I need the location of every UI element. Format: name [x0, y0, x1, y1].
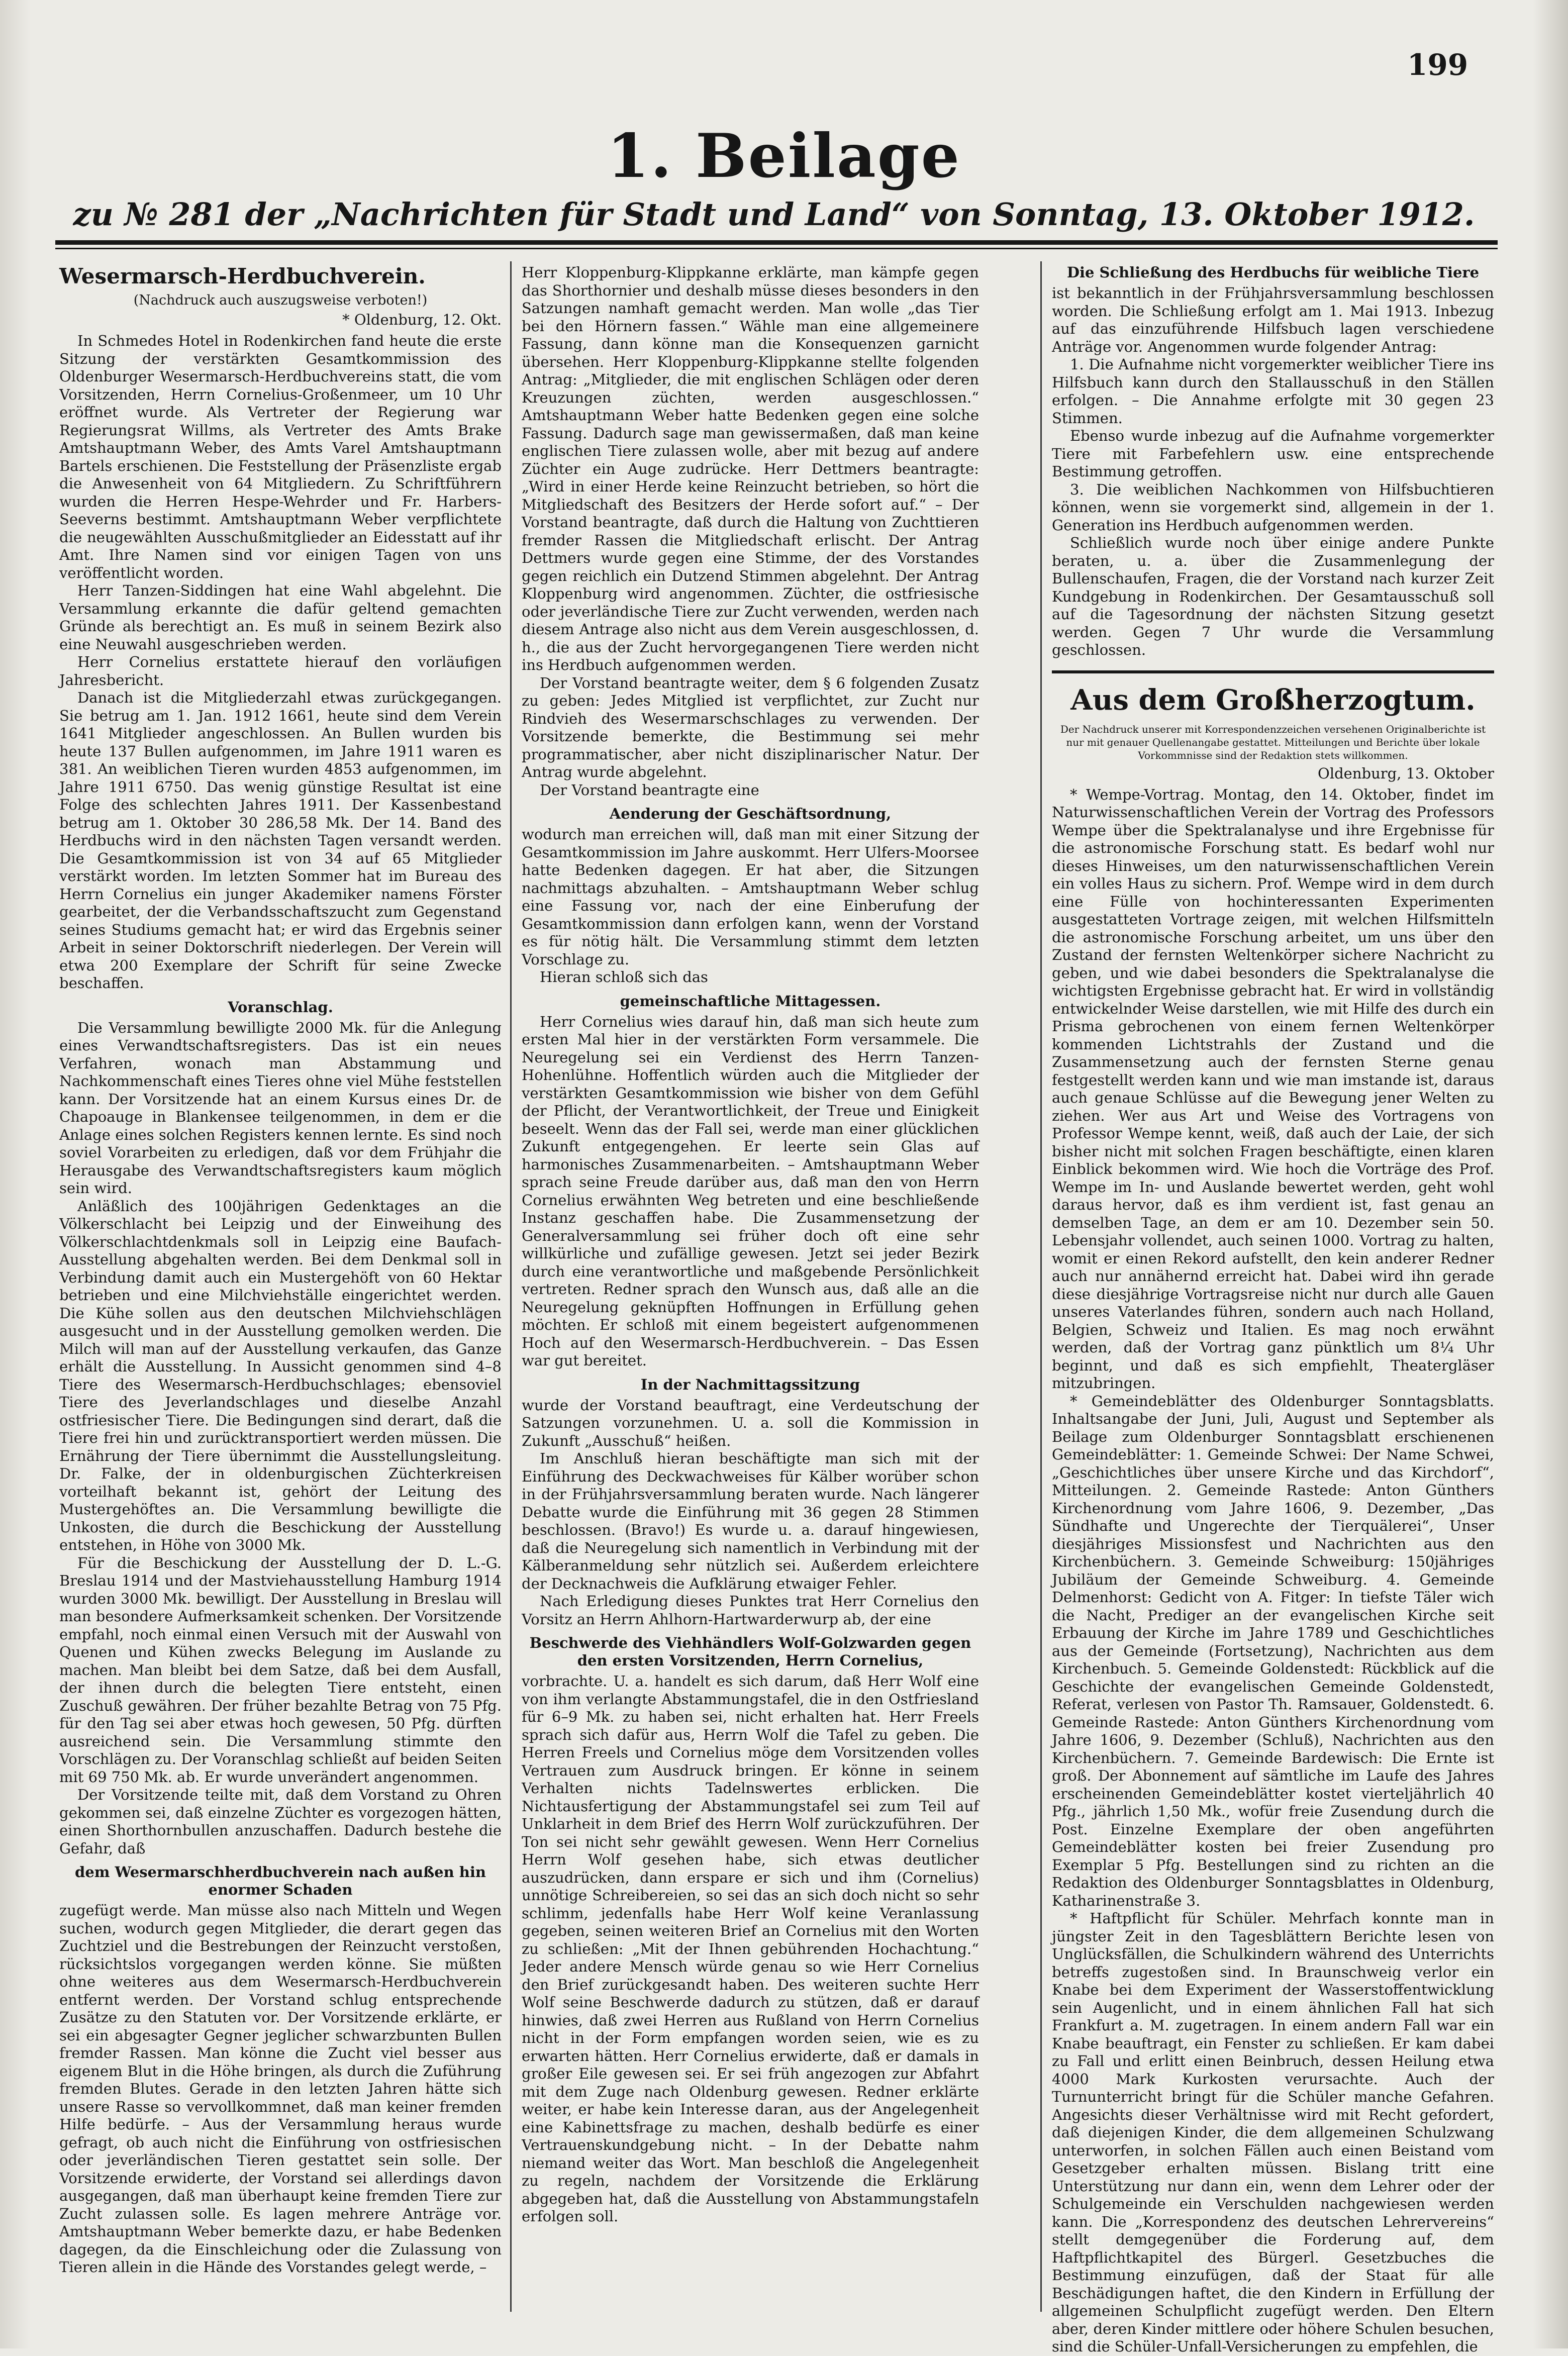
- paragraph: Herr Tanzen-Siddingen hat eine Wahl abgelehnt. Die Versammlung erkannte die dafür geltend gemachten Gründe als berechtigt an. Es muß in seinem Bezirk also eine Neuwahl ausgeschrieben werden.: [59, 582, 502, 653]
- page-subtitle: zu № 281 der „Nachrichten für Stadt und Land“ von Sonntag, 13. Oktober 1912.: [73, 196, 1475, 233]
- paragraph: 1. Die Aufnahme nicht vorgemerkter weiblicher Tiere ins Hilfsbuch kann durch den Stallausschuß in den Ställen erfolgen. – Die Annahme erfolgte mit 30 gegen 23 Stimmen.: [1052, 356, 1494, 427]
- header-rule-thin: [55, 248, 1498, 249]
- header-rule: [55, 240, 1498, 245]
- paragraph: Die Versammlung bewilligte 2000 Mk. für die Anlegung eines Verwandtschaftsregisters. Das ist ein neues Verfahren, wonach man Abstammung und Nachkommenschaft eines Tieres ohne viel Mühe feststellen kann. Der Vorsitzende hat an einem Kursus eines Dr. de Chapoauge in Blankensee teilgenommen, in dem er die Anlage eines solchen Registers kennen lernte. Es sind noch soviel Vorarbeiten zu erledigen, daß vor dem Frühjahr die Herausgabe des Verwandtschaftsregisters kaum möglich sein wird.: [59, 1019, 502, 1197]
- page-edge-shadow: [0, 0, 30, 2348]
- paragraph: Hieran schloß sich das: [540, 968, 708, 986]
- section-subhead: gemeinschaftliche Mittagessen.: [620, 992, 881, 1010]
- paragraph: Nach Erledigung dieses Punktes trat Herr Cornelius den Vorsitz an Herrn Ahlhorn-Hartwarderwurp ab, der eine: [522, 1593, 979, 1628]
- paragraph: Der Vorstand beantragte eine: [540, 781, 759, 799]
- paragraph: wodurch man erreichen will, daß man mit einer Sitzung der Gesamtkommission im Jahre auskommt. Herr Ulfers-Moorsee hatte Bedenken dagegen. Er hat aber, die Sitzungen nachmittags abzuhalten. – Amtshauptmann Weber schlug eine Fassung vor, nach der eine Einberufung der Gesamtkommission dann erfolgen kann, wenn der Vorstand es für nötig hält. Die Versammlung stimmt dem letzten Vorschlage zu.: [522, 826, 979, 968]
- paragraph: vorbrachte. U. a. handelt es sich darum, daß Herr Wolf eine von ihm verlangte Abstammungstafel, die in den Ostfriesland für 6–9 Mk. zu haben sei, nicht erhalten hat. Herr Freels sprach sich dafür aus, Herrn Wolf die Tafel zu geben. Die Herren Freels und Cornelius möge dem Vorsitzenden volles Vertrauen zum Ausdruck bringen. Er könne in seinem Verhalten nichts Tadelnswertes erblicken. Die Nichtausfertigung der Abstammungstafel sei zum Teil auf Unklarheit in dem Brief des Herrn Wolf zurückzuführen. Der Ton sei nicht sehr gewählt gewesen. Wenn Herr Cornelius Herrn Wolf gesehen habe, sich etwas deutlicher auszudrücken, dann erspare er sich und ihm (Cornelius) unnötige Schreibereien, so sei das an sich doch nicht so sehr schlimm, jedenfalls habe Herr Wolf keine Veranlassung gegeben, seinen weiteren Brief an Cornelius mit den Worten zu schließen: „Mit der Ihnen gebührenden Hochachtung.“ Jeder andere Mensch würde genau so wie Herr Cornelius den Brief zurückgesandt haben. Des weiteren suchte Herr Wolf seine Beschwerde dadurch zu stützen, daß er darauf hinwies, daß zwei Herren aus Rußland von Herrn Cornelius nicht in der Form empfangen worden seien, wie es zu erwarten hätten. Herr Cornelius erwiderte, daß er damals in großer Eile gewesen sei. Er sei früh angezogen zur Abfahrt mit dem Zuge nach Oldenburg gewesen. Redner erklärte weiter, er habe kein Interesse daran, aus der Angelegenheit eine Kabinettsfrage zu machen, deshalb bedürfe es einer Vertrauenskundgebung nicht. – In der Debatte nahm niemand weiter das Wort. Man beschloß die Angelegenheit zu regeln, nachdem der Vorsitzende die Erklärung abgegeben hat, daß die Ausstellung von Abstammungstafeln erfolgen soll.: [522, 1673, 979, 2225]
- column-divider: [1040, 261, 1042, 2312]
- section-subhead: Beschwerde des Viehhändlers Wolf-Golzwarden gegen den ersten Vorsitzenden, Herrn Cornelius,: [529, 1634, 971, 1669]
- paragraph: Danach ist die Mitgliederzahl etwas zurückgegangen. Sie betrug am 1. Jan. 1912 1661, heute sind dem Verein 1641 Mitglieder angeschlossen. An Bullen wurden bis heute 137 Bullen aufgenommen, im Jahre 1911 waren es 381. An weiblichen Tieren wurden 4853 aufgenommen, im Jahre 1911 6750. Das wenig günstige Resultat ist eine Folge des schlechten Jahres 1911. Der Kassenbestand betrug am 1. Oktober 30 286,58 Mk. Der 14. Band des Herdbuchs wird in den nächsten Tagen versandt werden. Die Gesamtkommission ist von 34 auf 65 Mitglieder verstärkt worden. Im letzten Sommer hat im Bureau des Herrn Cornelius ein junger Akademiker namens Förster gearbeitet, der die Verbandsschaftszucht zum Gegenstand seines Studiums gemacht hat; er wird das Ergebnis seiner Arbeit in seiner Doktorschrift niederlegen. Der Verein will etwa 200 Exemplare der Schrift für seine Zwecke beschaffen.: [59, 689, 502, 992]
- page-title: 1. Beilage: [607, 121, 961, 191]
- section-subhead: In der Nachmittagssitzung: [640, 1376, 860, 1393]
- column-divider: [510, 261, 512, 2312]
- dateline: * Oldenburg, 12. Okt.: [342, 311, 502, 328]
- paragraph: * Gemeindeblätter des Oldenburger Sonntagsblatts. Inhaltsangabe der Juni, Juli, August und September als Beilage zum Oldenburger Sonntagsblatt erschienenen Gemeindeblätter: 1. Gemeinde Schwei: Der Name Schwei, „Geschichtliches über unsere Kirche und das Kirchdorf“, Mitteilungen. 2. Gemeinde Rastede: Anton Günthers Kirchenordnung vom Jahre 1606, 9. Dezember, „Das Sündhafte und Ungerechte der Tierquälerei“, Unser diesjähriges Missionsfest und Nachrichten aus den Kirchenbüchern. 3. Gemeinde Schweiburg: 150jähriges Jubiläum der Gemeinde Schweiburg. 4. Gemeinde Delmenhorst: Gedicht von A. Fitger: In tiefste Täler wich die Nacht, Prediger an der evangelischen Kirche seit Erbauung der Kirche im Jahre 1789 und Geschichtliches aus der Gemeinde (Fortsetzung), Nachrichten aus dem Kirchenbuch. 5. Gemeinde Goldenstedt: Rückblick auf die Geschichte der evangelischen Gemeinde Goldenstedt, Referat, verlesen von Pastor Th. Ramsauer, Goldenstedt. 6. Gemeinde Rastede: Anton Günthers Kirchenordnung vom Jahre 1606, 9. Dezember (Schluß), Nachrichten aus den Kirchenbüchern. 7. Gemeinde Bardewisch: Die Ernte ist groß. Der Abonnement auf sämtliche im Laufe des Jahres erscheinenden Gemeindeblätter kostet vierteljährlich 40 Pfg., jährlich 1,50 Mk., wofür freie Zusendung durch die Post. Einzelne Exemplare der oben angeführten Gemeindeblätter kosten bei freier Zusendung pro Exemplar 5 Pfg. Bestellungen sind zu richten an die Redaktion des Oldenburger Sonntagsblattes in Oldenburg, Katharinenstraße 3.: [1052, 1392, 1494, 1909]
- paragraph: Für die Beschickung der Ausstellung der D. L.-G. Breslau 1914 und der Mastviehausstellung Hamburg 1914 wurden 3000 Mk. bewilligt. Der Ausstellung in Breslau will man besondere Aufmerksamkeit schenken. Der Vorsitzende empfahl, noch einmal einen Versuch mit der Auswahl von Quenen und Kühen zwecks Belegung im Auslande zu machen. Man bleibt bei dem Satze, daß bei dem Ausfall, der ihnen durch die belegten Tiere entsteht, einen Zuschuß gewähren. Der früher bezahlte Betrag von 75 Pfg. für den Tag sei aber etwas hoch gewesen, 50 Pfg. dürften ausreichend sein. Die Versammlung stimmte den Vorschlägen zu. Der Voranschlag schließt auf beiden Seiten mit 69 750 Mk. ab. Er wurde unverändert angenommen.: [59, 1554, 502, 1786]
- section-subhead: Voranschlag.: [228, 998, 333, 1016]
- paragraph: Im Anschluß hieran beschäftigte man sich mit der Einführung des Deckwachweises für Kälber worüber schon in der Frühjahrsversammlung beraten wurde. Nach längerer Debatte wurde die Einführung mit 36 gegen 28 Stimmen beschlossen. (Bravo!) Es wurde u. a. darauf hingewiesen, daß die Neuregelung sich namentlich in Verbindung mit der Kälberanmeldung sehr nützlich sei. Außerdem erleichtere der Decknachweis die Aufklärung etwaiger Fehler.: [522, 1450, 979, 1592]
- paragraph: Der Vorsitzende teilte mit, daß dem Vorstand zu Ohren gekommen sei, daß einzelne Züchter es vorgezogen hätten, einen Shorthornbullen anzuschaffen. Dadurch bestehe die Gefahr, daß: [59, 1786, 502, 1857]
- paragraph: In Schmedes Hotel in Rodenkirchen fand heute die erste Sitzung der verstärkten Gesamtkommission des Oldenburger Wesermarsch-Herdbuchvereins statt, die vom Vorsitzenden, Herrn Cornelius-Großenmeer, um 10 Uhr eröffnet wurde. Als Vertreter der Regierung war Regierungsrat Willms, als Vertreter des Amts Brake Amtshauptmann Weber, des Amts Varel Amtshauptmann Bartels erschienen. Die Feststellung der Präsenzliste ergab die Anwesenheit von 64 Mitgliedern. Zu Schriftführern wurden die Herren Hespe-Wehrder und Fr. Harbers-Seeverns bestimmt. Amtshauptmann Weber verpflichtete die neugewählten Ausschußmitglieder an Eidesstatt auf ihr Amt. Ihre Namen sind vor einigen Tagen von uns veröffentlicht worden.: [59, 332, 502, 581]
- column-3: [1052, 264, 1494, 2355]
- paragraph: Schließlich wurde noch über einige andere Punkte beraten, u. a. über die Zusammenlegung der Bullenschaufen, Fragen, die der Vorstand nach kurzer Zeit Kundgebung in Rodenkirchen. Der Gesamtausschuß soll auf die Tagesordnung der nächsten Sitzung gesetzt werden. Gegen 7 Uhr wurde die Versammlung geschlossen.: [1052, 534, 1494, 658]
- page-number: 199: [1407, 48, 1468, 82]
- paragraph: Der Vorstand beantragte weiter, dem § 6 folgenden Zusatz zu geben: Jedes Mitglied ist verpflichtet, zur Zucht nur Rindvieh des Wesermarschschlages zu verwenden. Der Vorsitzende bemerkte, die Bestimmung sei mehr programmatischer, aber nicht disziplinarischer Natur. Der Antrag wurde abgelehnt.: [522, 674, 979, 780]
- paragraph: Herr Cornelius wies darauf hin, daß man sich heute zum ersten Mal hier in der verstärkten Form versammele. Die Neuregelung sei ein Verdienst des Herrn Tanzen-Hohenlühne. Hoffentlich würden auch die Mitglieder der verstärkten Gesamtkommission wie bisher von dem Gefühl der Pflicht, der Verantwortlichkeit, der Treue und Einigkeit beseelt. Wenn das der Fall sei, werde man einer glücklichen Zukunft entgegengehen. Er leerte sein Glas auf harmonisches Zusammenarbeiten. – Amtshauptmann Weber sprach seine Freude darüber aus, daß man den von Herrn Cornelius erwähnten Weg betreten und eine beschließende Instanz geschaffen habe. Die Zusammensetzung der Generalversammlung sei früher doch oft eine sehr willkürliche und zufällige gewesen. Jetzt sei jeder Bezirk durch eine verantwortliche und maßgebende Persönlichkeit vertreten. Redner sprach den Wunsch aus, daß alle an die Neuregelung geknüpften Hoffnungen in Erfüllung gehen möchten. Er schloß mit einem begeistert aufgenommenen Hoch auf den Wesermarsch-Herdbuchverein. – Das Essen war gut bereitet.: [522, 1013, 979, 1369]
- paragraph: zugefügt werde. Man müsse also nach Mitteln und Wegen suchen, wodurch gegen Mitglieder, die derart gegen das Zuchtziel und die Bestrebungen der Reinzucht verstoßen, rücksichtslos vorgegangen werden könne. Sie müßten ohne weiteres aus dem Wesermarsch-Herdbuchverein entfernt werden. Der Vorstand schlug entsprechende Zusätze zu den Statuten vor. Der Vorsitzende erklärte, er sei ein abgesagter Gegner jeglicher schwarzbunten Bullen fremder Rassen. Man könne die Zucht viel besser aus eigenem Blut in die Höhe bringen, als durch die Zuführung fremden Blutes. Gerade in den letzten Jahren hätte sich unsere Rasse so vervollkommnet, daß man keiner fremden Hilfe bedürfe. – Aus der Versammlung heraus wurde gefragt, ob auch nicht die Einführung von ostfriesischen oder jeverländischen Tieren gestattet sein solle. Der Vorsitzende erwiderte, der Vorstand sei allerdings davon ausgegangen, daß man überhaupt keine fremden Tiere zur Zucht zulassen solle. Es lagen mehrere Anträge vor. Amtshauptmann Weber bemerkte dazu, er habe Bedenken dagegen, da die Einschleichung oder die Zulassung von Tieren allein in die Hände des Vorstandes gelegt werde, –: [59, 1902, 502, 2276]
- page-binding-shadow: [1533, 0, 1568, 2348]
- column-2: [522, 264, 979, 2304]
- article-headline: Aus dem Großherzogtum.: [1070, 683, 1476, 717]
- paragraph: * Haftpflicht für Schüler. Mehrfach konnte man in jüngster Zeit in den Tagesblättern Berichte lesen von Unglücksfällen, die Schulkindern während des Unterrichts betreffs zugestoßen sind. In Braunschweig verlor ein Knabe bei dem Experiment der Wasserstoffentwicklung sein Augenlicht, und in einem ähnlichen Fall hat sich Frankfurt a. M. zugetragen. In einem andern Fall war ein Knabe beauftragt, ein Fenster zu schließen. Er kam dabei zu Fall und erlitt einen Beinbruch, dessen Heilung etwa 4000 Mark Kurkosten verursachte. Auch der Turnunterricht bringt für die Schüler manche Gefahren. Angesichts dieser Verhältnisse wird mit Recht gefordert, daß diejenigen Kinder, die dem allgemeinen Schulzwang unterworfen, in solchen Fällen auch einen Beistand vom Gesetzgeber erhalten müssen. Bislang tritt eine Unterstützung nur dann ein, wenn dem Lehrer oder der Schulgemeinde ein Verschulden nachgewiesen werden kann. Die „Korrespondenz des deutschen Lehrervereins“ stellt demgegenüber die Forderung auf, dem Haftpflichtkapitel des Bürgerl. Gesetzbuches die Bestimmung einzufügen, daß der Staat für alle Beschädigungen haftet, die den Kindern in Erfüllung der allgemeinen Schulpflicht zugefügt werden. Den Eltern aber, deren Kinder mittlere oder höhere Schulen besuchen, sind die Schüler-Unfall-Versicherungen zu empfehlen, die: [1052, 1910, 1494, 2355]
- reprint-note: (Nachdruck auch auszugsweise verboten!): [133, 292, 428, 308]
- article-headline: Wesermarsch-Herdbuchverein.: [59, 264, 426, 288]
- paragraph: Anläßlich des 100jährigen Gedenktages an die Völkerschlacht bei Leipzig und der Einweihung des Völkerschlachtdenkmals soll in Leipzig eine Baufach-Ausstellung abgehalten werden. Bei dem Denkmal soll in Verbindung damit auch ein Mustergehöft von 60 Hektar betrieben und eine Milchviehställe eingerichtet werden. Die Kühe sollen aus den deutschen Milchviehschlägen ausgesucht und in der Ausstellung gemolken werden. Die Milch will man auf der Ausstellung verkaufen, das Ganze erhält die Ausstellung. In Aussicht genommen sind 4–8 Tiere des Wesermarsch-Herdbuchschlages; ebensoviel Tiere des Jeverlandschlages und dieselbe Anzahl ostfriesischer Tiere. Die Bedingungen sind derart, daß die Tiere frei hin und zurücktransportiert werden müssen. Die Ernährung der Tiere übernimmt die Ausstellungsleitung. Dr. Falke, der in oldenburgischen Züchterkreisen vorteilhaft bekannt ist, gehört der Leitung des Mustergehöftes an. Die Versammlung bewilligte die Unkosten, die durch die Beschickung der Ausstellung entstehen, in Höhe von 3000 Mk.: [59, 1197, 502, 1553]
- paragraph: 3. Die weiblichen Nachkommen von Hilfsbuchtieren können, wenn sie vorgemerkt sind, allgemein in der 1. Generation ins Herdbuch aufgenommen werden.: [1052, 480, 1494, 534]
- section-subhead: Die Schließung des Herdbuchs für weibliche Tiere: [1066, 264, 1480, 281]
- column-1: [59, 264, 502, 2304]
- section-subhead: dem Wesermarschherdbuchverein nach außen hin enormer Schaden: [75, 1863, 486, 1898]
- section-subhead: Aenderung der Geschäftsordnung,: [609, 805, 892, 822]
- section-divider: [1052, 670, 1494, 673]
- paragraph: * Wempe-Vortrag. Montag, den 14. Oktober, findet im Naturwissenschaftlichen Verein der Vortrag des Professors Wempe über die Spektralanalyse und ihre Ergebnisse für die astronomische Forschung statt. Es bedarf wohl nur dieses Hinweises, um den naturwissenschaftlichen Verein ein volles Haus zu sichern. Prof. Wempe wird in dem durch eine Fülle von hochinteressanten Experimenten ausgestatteten Vortrage zeigen, mit welchen Hilfsmitteln die astronomische Forschung arbeitet, um uns über den Zustand der fernsten Weltenkörper sichere Nachricht zu geben, und wie dabei besonders die Spektralanalyse die wichtigsten Ergebnisse gebracht hat. Er wird in vollständig entwickelnder Weise darstellen, wie mit Hilfe des durch ein Prisma gebrochenen von einem fernen Weltenkörper kommenden Lichtstrahls der Zustand und die Zusammensetzung auch der fernsten Sterne genau festgestellt werden kann und wie man imstande ist, daraus auch genaue Schlüsse auf die Bewegung jener Welten zu ziehen. Wer aus Art und Weise des Vortragens von Professor Wempe kennt, weiß, daß auch der Laie, der sich bisher nicht mit solchen Fragen beschäftigte, einen klaren Einblick bekommen wird. Wie hoch die Vorträge des Prof. Wempe im In- und Auslande bewertet werden, geht wohl daraus hervor, daß es ihm verdient ist, fast genau an demselben Tage, an dem er am 10. Dezember sein 50. Lebensjahr vollendet, auch seinen 1000. Vortrag zu halten, womit er einen Rekord aufstellt, den kein anderer Redner auch nur annähernd erreicht hat. Dabei wird ihn gerade diese diesjährige Vortragsreise nicht nur durch alle Gauen unseres Vaterlandes führen, sondern auch nach Holland, Belgien, Schweiz und Italien. Es mag noch erwähnt werden, daß der Vortrag ganz pünktlich um 8¼ Uhr beginnt, und daß es sich empfiehlt, Theatergläser mitzubringen.: [1052, 786, 1494, 1392]
- reprint-note: Der Nachdruck unserer mit Korrespondenzzeichen versehenen Originalberichte ist nur mit genauer Quellenangabe gestattet. Mitteilungen und Berichte über lokale Vorkommnisse sind der Redaktion stets willkommen.: [1060, 723, 1486, 761]
- dateline: Oldenburg, 13. Oktober: [1318, 764, 1494, 782]
- paragraph: wurde der Vorstand beauftragt, eine Verdeutschung der Satzungen vorzunehmen. U. a. soll die Kommission in Zukunft „Ausschuß“ heißen.: [522, 1396, 979, 1449]
- paragraph: Herr Cornelius erstattete hierauf den vorläufigen Jahresbericht.: [59, 653, 502, 689]
- paragraph: Ebenso wurde inbezug auf die Aufnahme vorgemerkter Tiere mit Farbefehlern usw. eine entsprechende Bestimmung getroffen.: [1052, 427, 1494, 480]
- paragraph: ist bekanntlich in der Frühjahrsversammlung beschlossen worden. Die Schließung erfolgt am 1. Mai 1913. Inbezug auf das einzuführende Hilfsbuch lagen verschiedene Anträge vor. Angenommen wurde folgender Antrag:: [1052, 284, 1494, 355]
- paragraph: Herr Kloppenburg-Klippkanne erklärte, man kämpfe gegen das Shorthornier und deshalb müsse dieses besonders in den Satzungen namhaft gemacht werden. Man wolle „das Tier bei den Hörnern fassen.“ Wähle man eine allgemeinere Fassung, dann könne man die Konsequenzen garnicht übersehen. Herr Kloppenburg-Klippkanne stellte folgenden Antrag: „Mitglieder, die mit englischen Schlägen oder deren Kreuzungen züchten, werden ausgeschlossen.“ Amtshauptmann Weber hatte Bedenken gegen eine solche Fassung. Dadurch sage man gewissermaßen, daß man keine englischen Tiere zulassen wolle, aber mit bezug auf andere Züchter ein Auge zudrücke. Herr Dettmers beantragte: „Wird in einer Herde keine Reinzucht betrieben, so hört die Mitgliedschaft des Besitzers der Herde sofort auf.“ – Der Vorstand beantragte, daß durch die Haltung von Zuchttieren fremder Rassen die Mitgliedschaft erlischt. Der Antrag Dettmers wurde gegen eine Stimme, der des Vorstandes gegen reichlich ein Dutzend Stimmen abgelehnt. Der Antrag Kloppenburg wird angenommen. Züchter, die ostfriesische oder jeverländische Tiere zur Zucht verwenden, werden nach diesem Antrage also nicht aus dem Verein ausgeschlossen, d. h., die aus der Zucht hervorgegangenen Tiere werden nicht ins Herdbuch aufgenommen werden.: [522, 264, 979, 673]
